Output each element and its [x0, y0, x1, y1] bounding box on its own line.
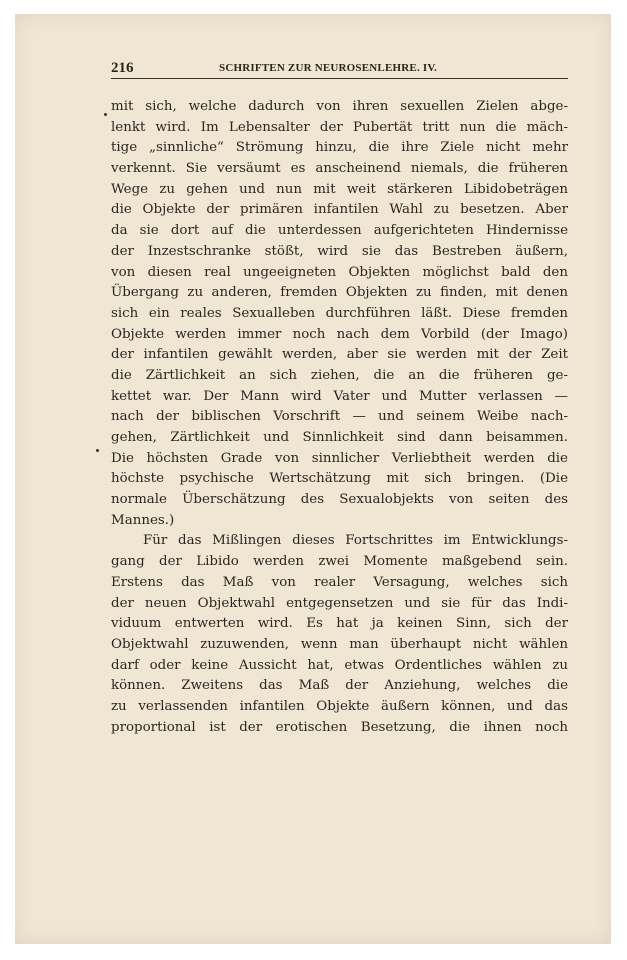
text-line: können. Zweitens das Maß der Anziehung, welches die — [111, 678, 568, 694]
text-line: kettet war. Der Mann wird Vater und Mutter verlassen — — [111, 388, 568, 404]
text-line: höchste psychische Wertschätzung mit sich bringen. (Die — [111, 471, 568, 487]
text-line: verkennt. Sie versäumt es anscheinend niemals, die früheren — [111, 161, 568, 177]
book-page — [111, 58, 568, 738]
text-line: lenkt wird. Im Lebensalter der Pubertät tritt nun die mäch- — [111, 119, 568, 135]
page-header — [111, 58, 568, 79]
text-line: mit sich, welche dadurch von ihren sexuellen Zielen abge- — [111, 99, 568, 114]
text-line: viduum entwerten wird. Es hat ja keinen Sinn, sich der — [111, 616, 568, 632]
text-line: normale Überschätzung des Sexualobjekts von seiten des — [111, 492, 568, 508]
text-line: Wege zu gehen und nun mit weit stärkeren Libidobeträgen — [111, 181, 568, 197]
margin-mark — [104, 113, 107, 116]
text-line: die Zärtlichkeit an sich ziehen, die an die früheren ge- — [111, 367, 568, 383]
text-line: Objekte werden immer noch nach dem Vorbild (der Imago) — [111, 326, 568, 342]
text-line: da sie dort auf die unterdessen aufgerichteten Hindernisse — [111, 223, 568, 239]
text-line: zu verlassenden infantilen Objekte äußern können, und das — [111, 698, 568, 714]
text-line: Objektwahl zuzuwenden, wenn man überhaupt nicht wählen — [111, 636, 568, 652]
text-line: Mannes.) — [111, 512, 175, 528]
page-number: 216 — [111, 60, 134, 76]
text-line: nach der biblischen Vorschrift — und seinem Weibe nach- — [111, 409, 568, 425]
text-line: Erstens das Maß von realer Versagung, welches sich — [111, 574, 568, 590]
text-line: tige „sinnliche“ Strömung hinzu, die ihre Ziele nicht mehr — [111, 140, 568, 156]
text-line: von diesen real ungeeigneten Objekten möglichst bald den — [111, 264, 568, 280]
text-line: darf oder keine Aussicht hat, etwas Ordentliches wählen zu — [111, 657, 568, 673]
text-line: Übergang zu anderen, fremden Objekten zu finden, mit denen — [111, 285, 568, 301]
text-line: der Inzestschranke stößt, wird sie das Bestreben äußern, — [111, 243, 568, 259]
text-line: der infantilen gewählt werden, aber sie werden mit der Zeit — [111, 347, 568, 363]
text-line: der neuen Objektwahl entgegensetzen und sie für das Indi- — [111, 595, 568, 611]
text-line: gehen, Zärtlichkeit und Sinnlichkeit sind dann beisammen. — [111, 430, 568, 445]
text-line: proportional ist der erotischen Besetzung, die ihnen noch — [111, 719, 568, 735]
paragraph-first-line: Für das Mißlingen dieses Fortschrittes im Entwicklungs- — [143, 533, 568, 549]
margin-mark — [96, 449, 99, 452]
text-line: gang der Libido werden zwei Momente maßgebend sein. — [111, 554, 568, 570]
running-title: SCHRIFTEN ZUR NEUROSENLEHRE. IV. — [219, 62, 437, 74]
body-text — [111, 97, 568, 738]
text-line: Die höchsten Grade von sinnlicher Verliebtheit werden die — [111, 450, 568, 466]
text-line: sich ein reales Sexualleben durchführen läßt. Diese fremden — [111, 305, 568, 321]
text-line: die Objekte der primären infantilen Wahl zu besetzen. Aber — [111, 202, 568, 218]
